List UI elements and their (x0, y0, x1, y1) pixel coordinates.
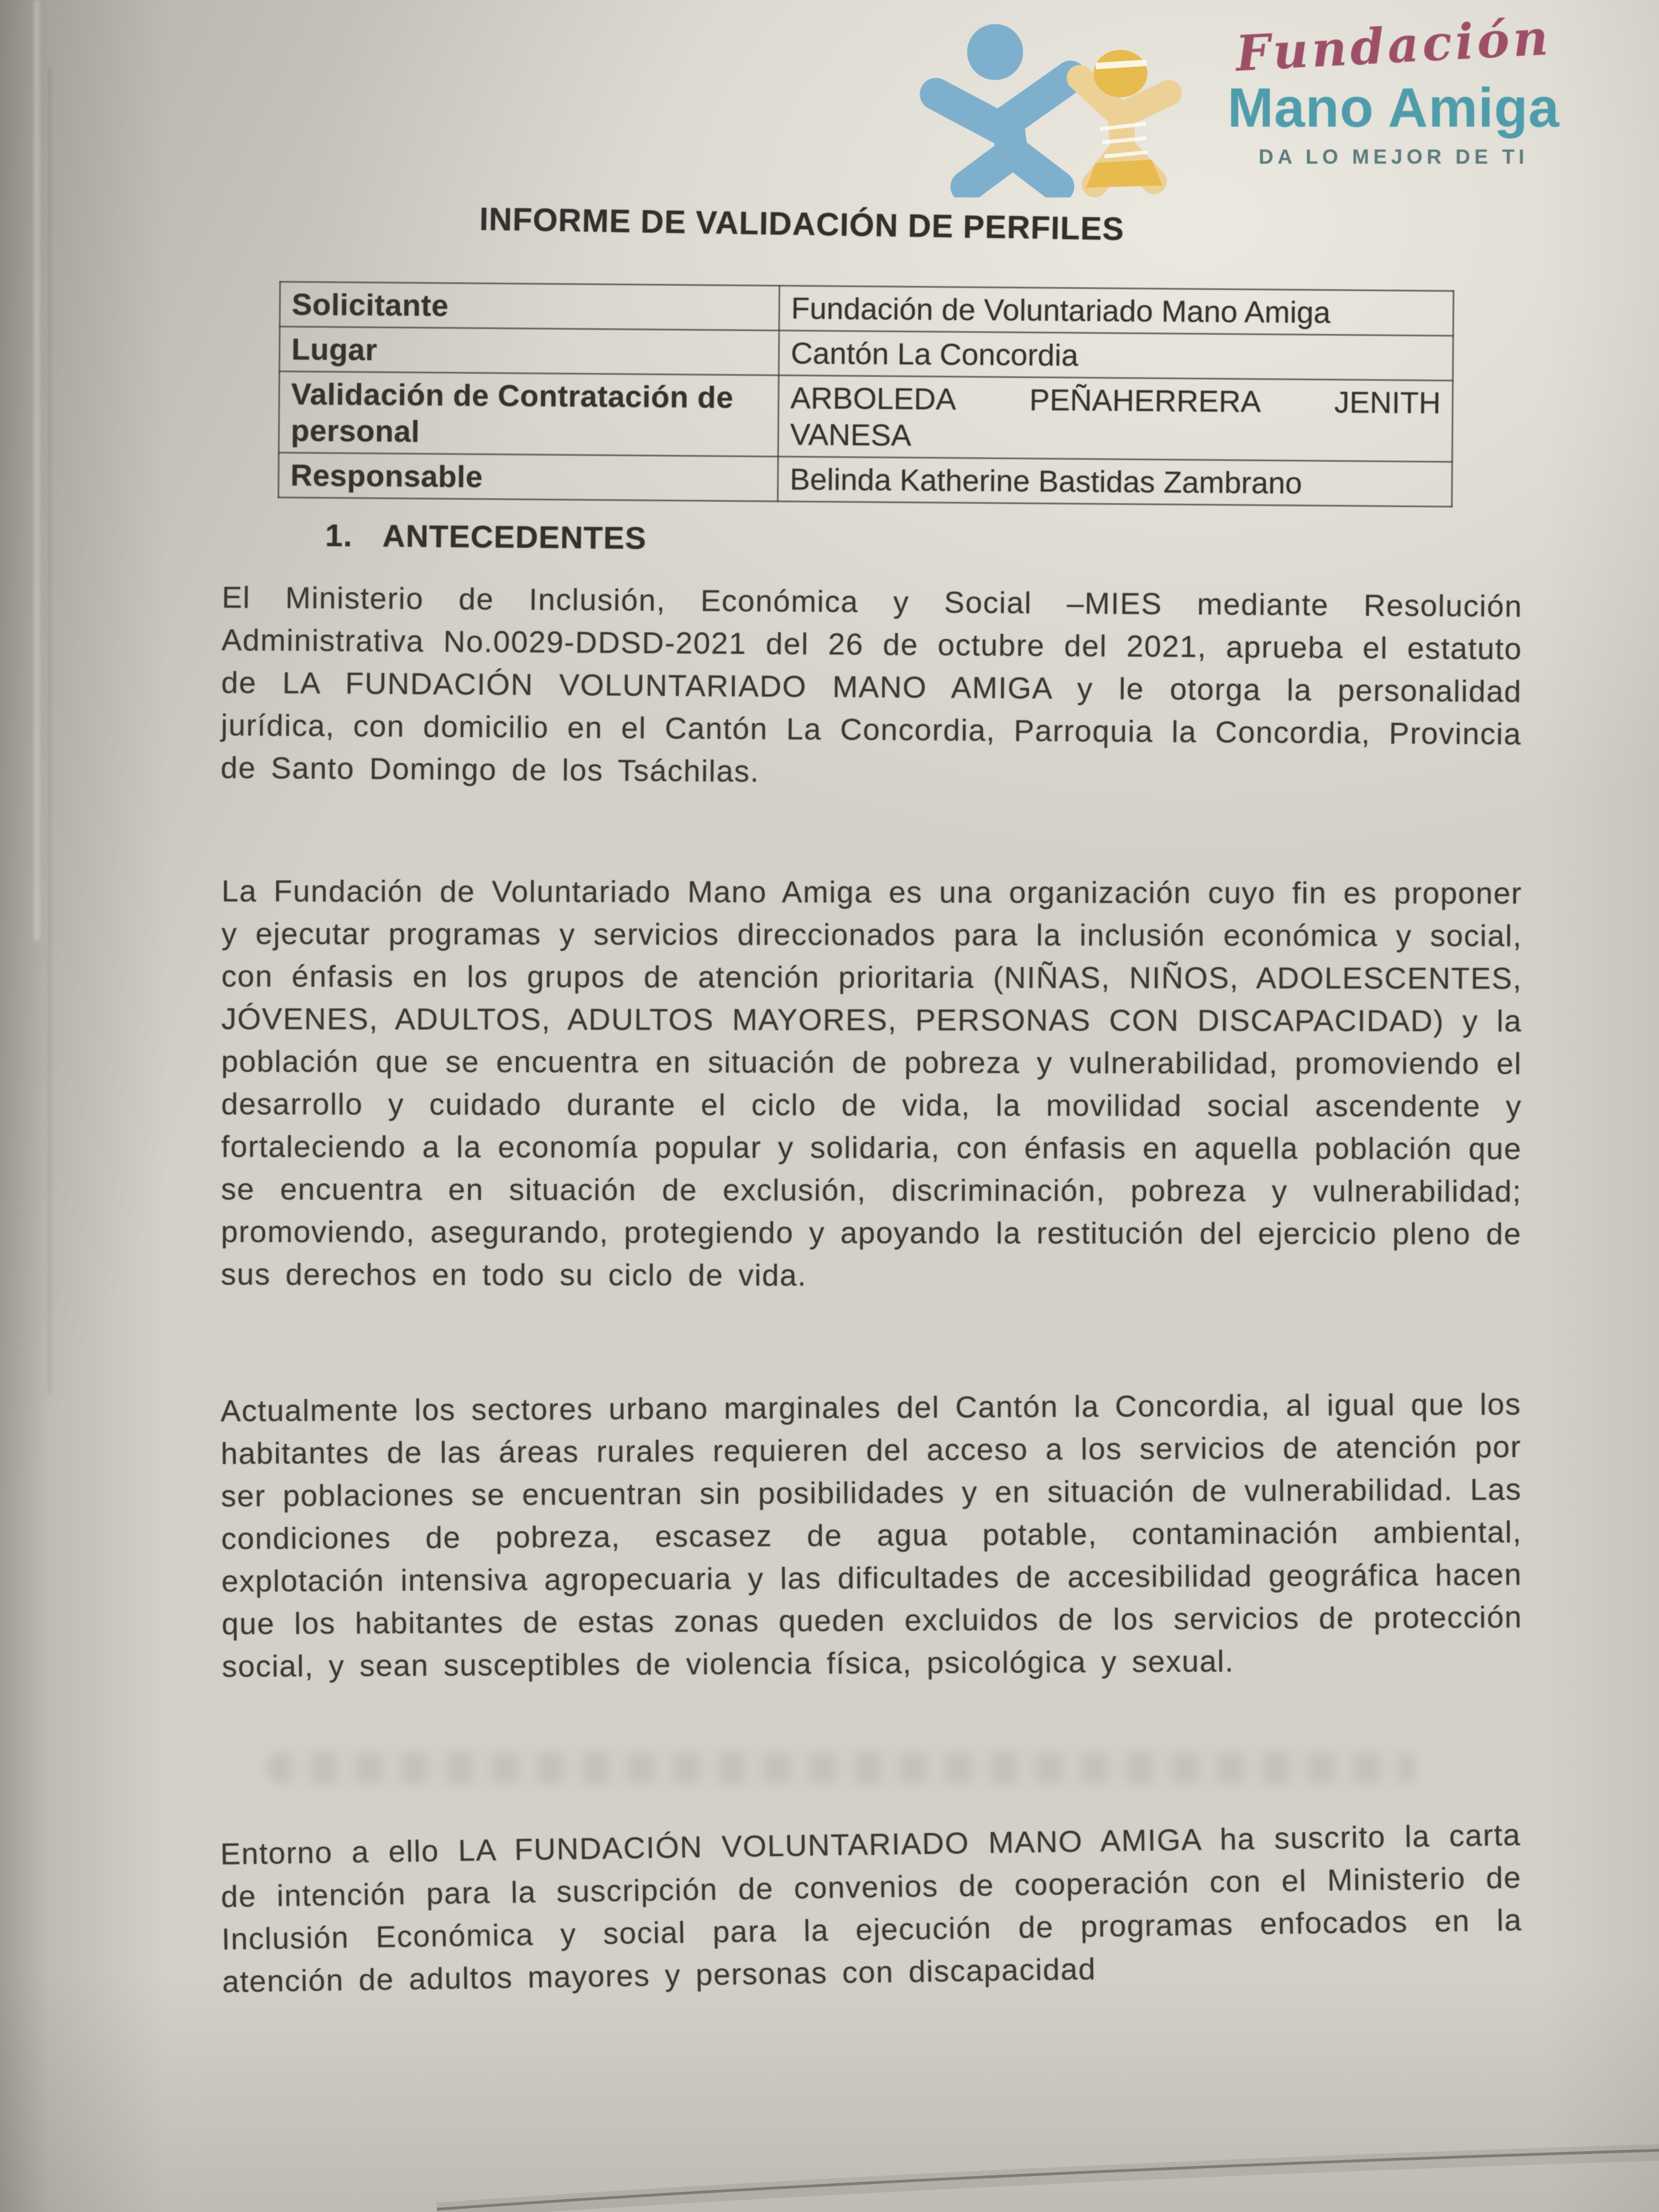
row-label: Solicitante (280, 282, 780, 331)
row-value: Belinda Katherine Bastidas Zambrano (778, 457, 1452, 507)
paper-crease-highlight (34, 0, 39, 940)
paragraph-antecedentes-1: El Ministerio de Inclusión, Económica y Social –MIES mediante Resolución Administrativa No.0029-DDSD-2021 del 26 de octubre del 2021, aprueba el estatuto de LA FUNDACIÓN VOLUNTARIADO MANO AMIGA y le otorga la personalidad jurídica, con domicilio en el Cantón La Concordia, Parroquia la Concordia, Provincia de Santo Domingo de los Tsáchilas. (220, 580, 1523, 789)
section-title: ANTECEDENTES (382, 518, 647, 556)
ink-bleed-through-smudge (265, 1752, 1416, 1784)
row-label: Validación de Contratación de personal (279, 372, 779, 457)
logo-tagline: DA LO MEJOR DE TI (1259, 145, 1528, 168)
paragraph-antecedentes-2: La Fundación de Voluntariado Mano Amiga es una organización cuyo fin es proponer y ejecutar programas y servicios direccionados para la inclusión económica y social, con énfasis en los grupos de atención prioritaria (NIÑAS, NIÑOS, ADOLESCENTES, JÓVENES, ADULTOS, ADULTOS MAYORES, PERSONAS CON DISCAPACIDAD) y la población que se encuentra en situación de pobreza y vulnerabilidad, promoviendo el desarrollo y cuidado durante el ciclo de vida, la movilidad social ascendente y fortaleciendo a la economía popular y solidaria, con énfasis en aquella población que se encuentra en situación de exclusión, discriminación, pobreza y vulnerabilidad; promoviendo, asegurando, protegiendo y apoyando la restitución del ejercicio pleno de sus derechos en todo su ciclo de vida. (221, 873, 1522, 1292)
row-value: ARBOLEDA PEÑAHERRERA JENITH VANESA (778, 375, 1453, 462)
info-table (278, 281, 1454, 508)
table-row (278, 453, 1452, 507)
paragraph-antecedentes-3: Actualmente los sectores urbano marginales del Cantón la Concordia, al igual que los habitantes de las áreas rurales requieren del acceso a los servicios de atención por ser poblaciones se encuentran sin posibilidades y en situación de vulnerabilidad. Las condiciones de pobreza, escasez de agua potable, contaminación ambiental, explotación intensiva agropecuaria y las dificultades de accesibilidad geográfica hacen que los habitantes de estas zonas queden excluidos de los servicios de protección social, y sean susceptibles de violencia física, psicológica y sexual. (220, 1386, 1522, 1684)
page-title: INFORME DE VALIDACIÓN DE PERFILES (479, 201, 1125, 248)
row-label: Responsable (278, 453, 778, 502)
logo-wordmark (1136, 8, 1651, 169)
row-value: Fundación de Voluntariado Mano Amiga (779, 286, 1454, 336)
paper-edge-curl (0, 2090, 1659, 2212)
section-heading (325, 517, 647, 556)
row-value: Cantón La Concordia (779, 331, 1453, 381)
section-number: 1. (325, 518, 353, 554)
paragraph-antecedentes-4: Entorno a ello LA FUNDACIÓN VOLUNTARIADO MANO AMIGA ha suscrito la carta de intención para la suscripción de convenios de cooperación con el Ministerio de Inclusión Económica y social para la ejecución de programas enfocados en la atención de adultos mayores y personas con discapacidad (220, 1817, 1522, 1999)
logo-brand-text: Mano Amiga (1227, 77, 1560, 139)
row-label: Lugar (279, 327, 779, 375)
table-row (279, 372, 1453, 462)
paper-crease-shadow (49, 66, 51, 1394)
logo-script-text: Fundación (1234, 8, 1553, 82)
